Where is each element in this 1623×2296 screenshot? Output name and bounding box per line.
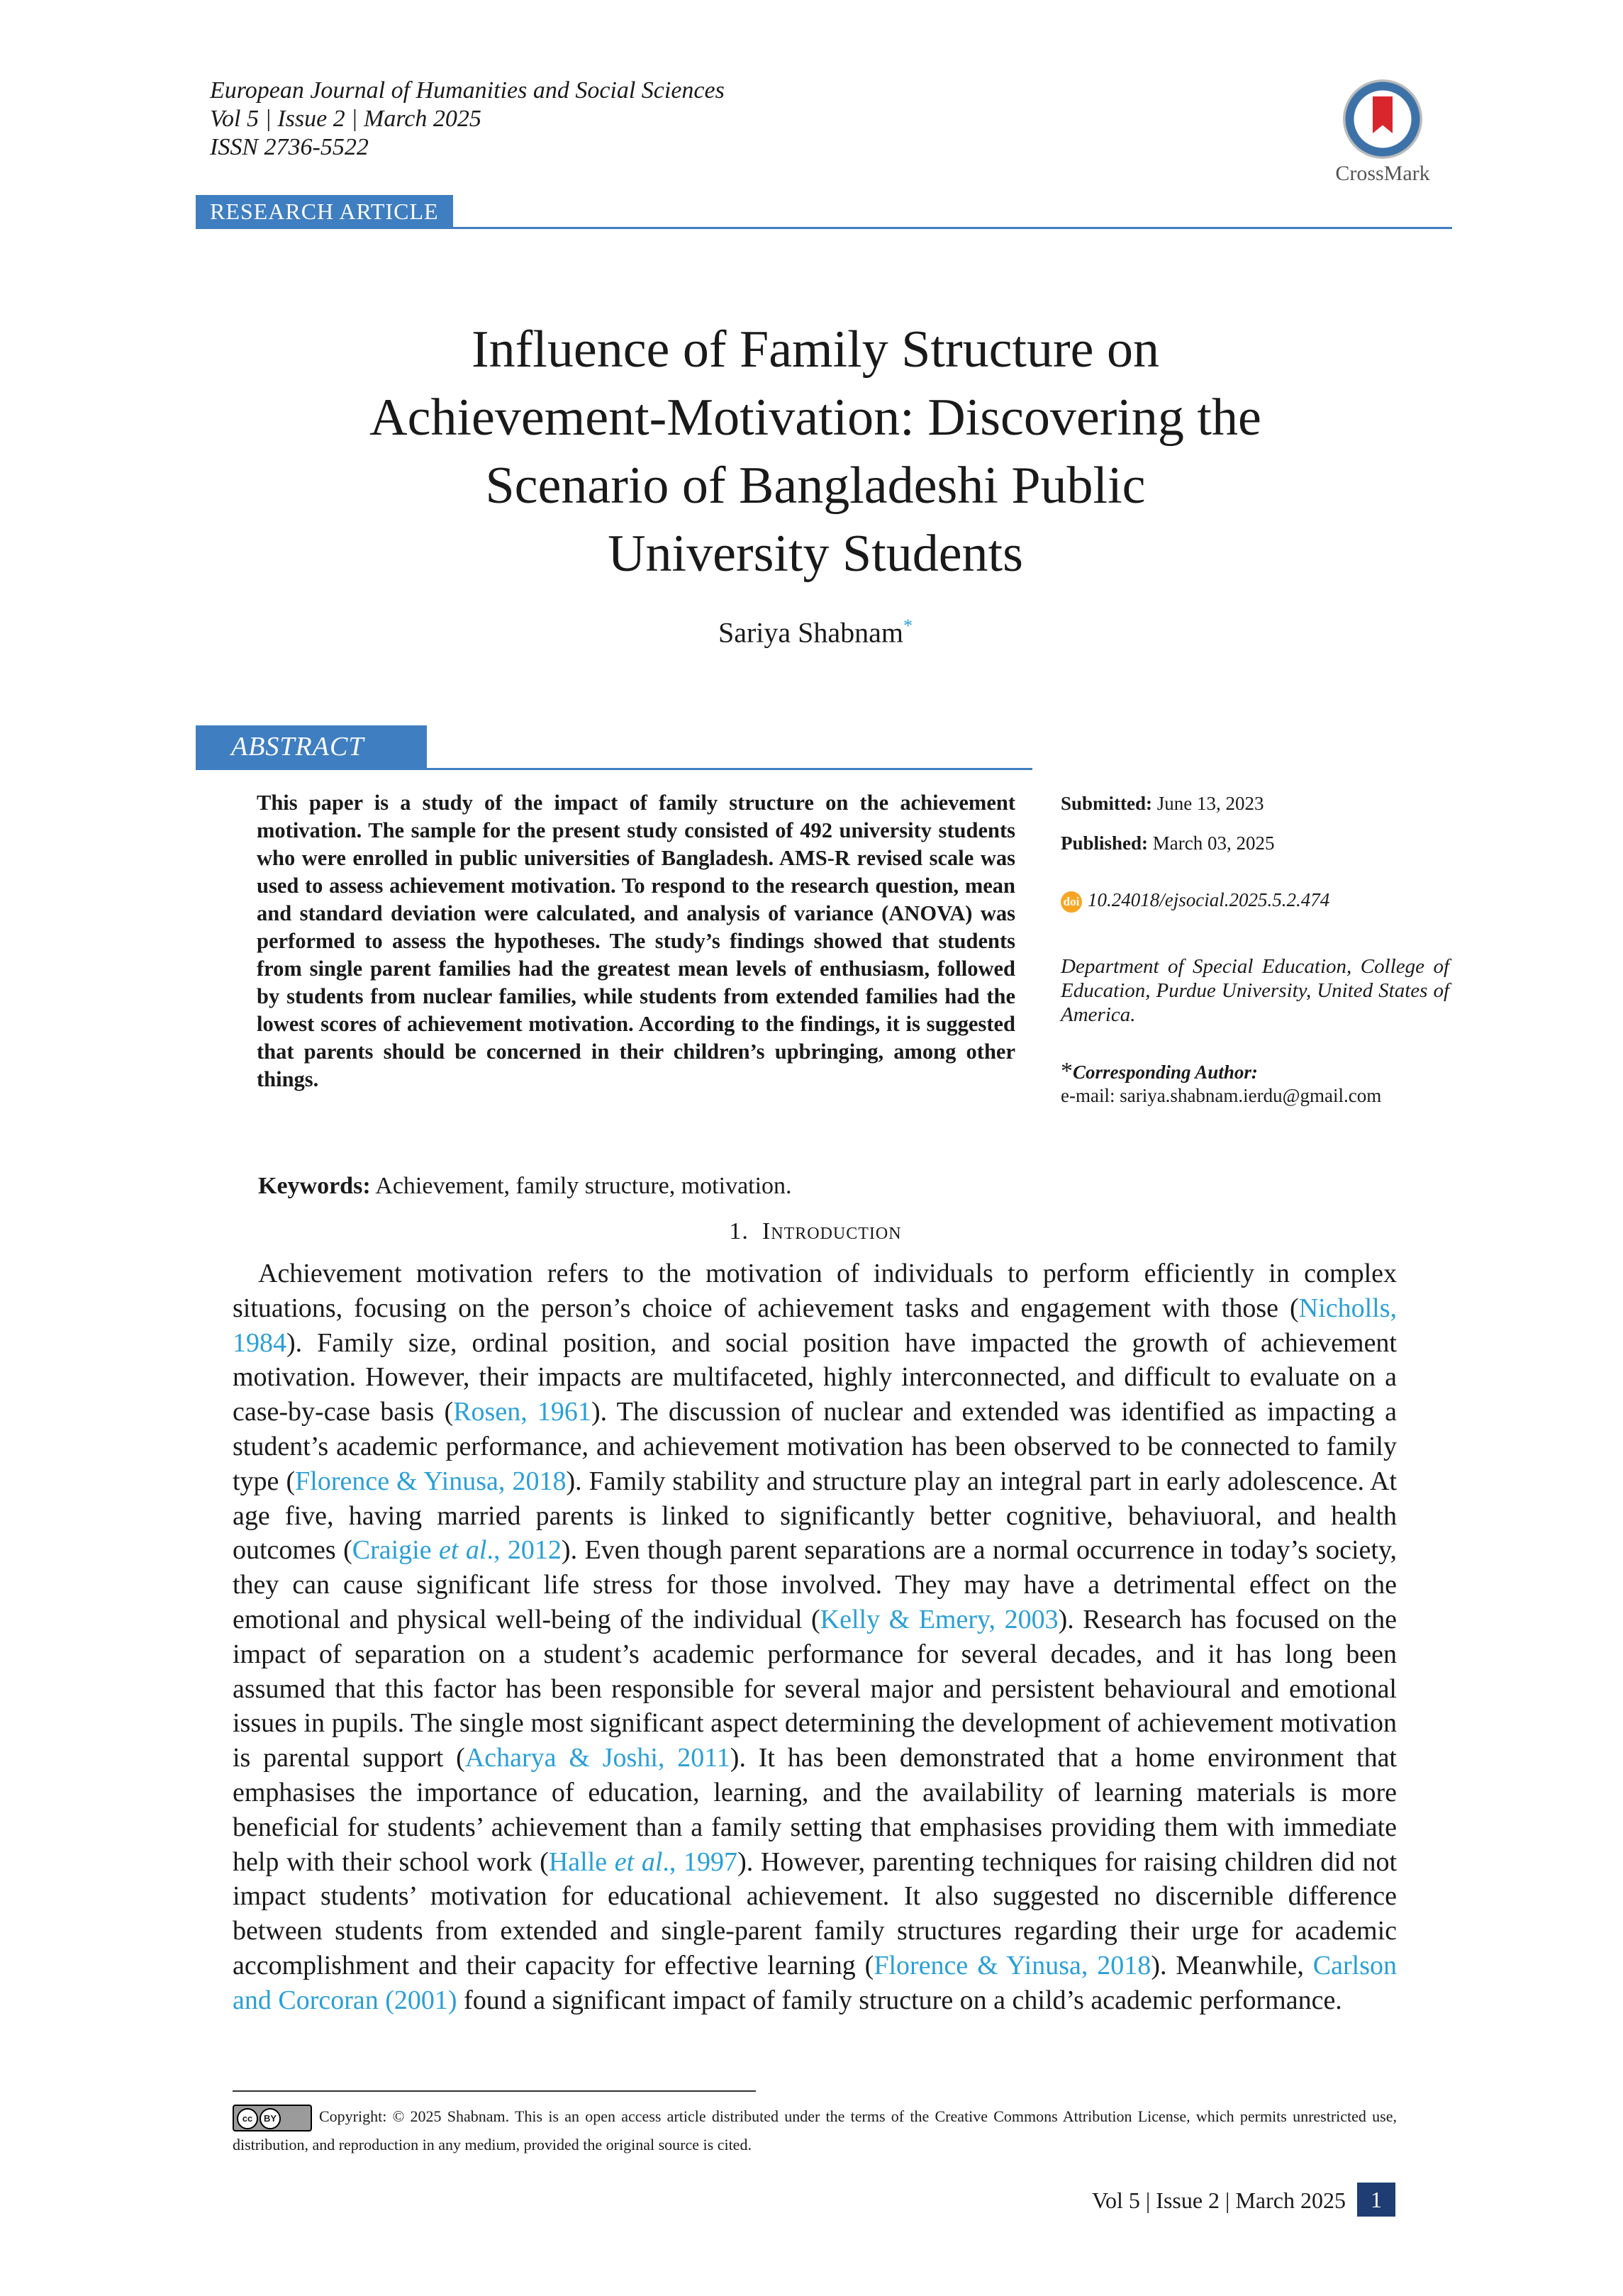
abstract-text: This paper is a study of the impact of family structure on the achievement motivation. The sample for the present study consisted of 492 university students who were enrolled in public universities of Bangladesh. AMS-R revised scale was used to assess achievement motivation. To respond to the research question, mean and standard deviation were calculated, and analysis of variance (ANOVA) was performed to assess the hypotheses. The study’s findings showed that students from single parent families had the greatest mean levels of enthusiasm, followed by students from nuclear families, while students from extended families had the lowest scores of achievement motivation. According to the findings, it is suggested that parents should be concerned in their children’s upbringing, among other things. [257, 791, 1015, 1091]
introduction-paragraph [233, 1256, 1397, 2018]
title-line: Scenario of Bangladeshi Public [485, 457, 1146, 515]
citation-link[interactable]: Florence & Yinusa, 2018 [874, 1950, 1151, 1980]
title-line: University Students [608, 525, 1023, 583]
corresponding-label: Corresponding Author: [1073, 1061, 1258, 1083]
body-text: ). Meanwhile, [1151, 1950, 1313, 1980]
article-type-badge: RESEARCH ARTICLE [196, 195, 453, 228]
title-line: Achievement-Motivation: Discovering the [369, 389, 1261, 447]
doi-row[interactable] [1061, 889, 1329, 913]
body-text: ). It has been demonstrated that a home environment that emphasises the importance of education, learning, and the availability of learning materials is more beneficial for students’ achievement than a family setting that emphasises providing them with immediate help with their school work ( [233, 1743, 1397, 1877]
body-text: ). Family size, ordinal position, and social position have impacted the growth of achievement motivation. However, their impacts are multifaceted, highly interconnected, and difficult to evaluate on a case-by-case basis ( [233, 1327, 1397, 1427]
article-meta [1061, 0, 1458, 1205]
abstract-divider [196, 768, 1032, 770]
citation-link[interactable]: Kelly & Emery, 2003 [820, 1604, 1059, 1634]
citation-link[interactable]: Acharya & Joshi, 2011 [464, 1743, 730, 1773]
submitted-row [1061, 793, 1264, 815]
citation-link[interactable]: Craigie et al., 2012 [352, 1535, 562, 1566]
body-text: Achievement motivation refers to the motivation of individuals to perform efficiently in complex situations, focusing on the person’s choice of achievement tasks and engagement with those ( [233, 1259, 1397, 1323]
journal-issn: ISSN 2736-5522 [210, 134, 369, 160]
submitted-date: June 13, 2023 [1156, 793, 1264, 814]
citation-link[interactable]: Carlson and Corcoran (2001) [233, 1950, 1397, 2015]
keywords-text: Achievement, family structure, motivation. [375, 1173, 792, 1199]
author-marker[interactable]: * [903, 615, 913, 636]
citation-link[interactable]: Nicholls, 1984 [233, 1293, 1397, 1358]
affiliation: Department of Special Education, College of Education, Purdue University, United States of America. [1061, 955, 1449, 1026]
keywords [258, 1173, 792, 1200]
published-date: March 03, 2025 [1152, 832, 1275, 854]
doi-link[interactable]: 10.24018/ejsocial.2025.5.2.474 [1088, 889, 1330, 910]
citation-link[interactable]: Florence & Yinusa, 2018 [295, 1466, 567, 1496]
section-heading [213, 1218, 1418, 1245]
section-number: 1. [729, 1218, 749, 1244]
journal-header [210, 77, 725, 162]
copyright-footnote [233, 2103, 1397, 2158]
corresponding-marker: * [1061, 1058, 1073, 1084]
page-number: 1 [1357, 2183, 1395, 2217]
body-text: ). Even though parent separations are a normal occurrence in today’s society, they can cause significant life stress for those involved. They may have a detrimental effect on the emotional and physical well-being of the individual ( [233, 1535, 1398, 1634]
corresponding-author [1061, 1059, 1458, 1108]
body-text: ). Research has focused on the impact of separation on a student’s academic performance for several decades, and it has long been assumed that this factor has been responsible for several major and persistent behavioural and emotional issues in pupils. The single most significant aspect determining the development of achievement motivation is parental support ( [233, 1604, 1397, 1773]
abstract-heading: ABSTRACT [196, 725, 427, 768]
published-label: Published: [1061, 832, 1149, 854]
body-text: ). However, parenting techniques for raising children did not impact students’ motivation for educational achievement. It also suggested no discernible difference between students from extended and single-parent family structures regarding their urge for academic accomplishment and their capacity for effective learning ( [233, 1846, 1397, 1980]
body-text: ). The discussion of nuclear and extended was identified as impacting a student’s academic performance, and achievement motivation has been observed to be connected to family type ( [233, 1397, 1398, 1496]
footer-volume: Vol 5 | Issue 2 | March 2025 [1092, 2188, 1346, 2213]
journal-volume: Vol 5 | Issue 2 | March 2025 [210, 106, 481, 132]
body-text: found a significant impact of family structure on a child’s academic performance. [457, 1985, 1342, 2015]
body-text: ). Family stability and structure play an integral part in early adolescence. At age five, having married parents is linked to significantly better cognitive, behaviuoral, and health outcomes ( [233, 1466, 1398, 1566]
section-title: Introduction [762, 1218, 902, 1244]
citation-link[interactable]: Halle et al., 1997 [548, 1846, 738, 1877]
citation-link[interactable]: Rosen, 1961 [453, 1397, 591, 1427]
crossmark-label: CrossMark [1335, 162, 1430, 185]
title-line: Influence of Family Structure on [472, 321, 1159, 379]
copyright-text: Copyright: © 2025 Shabnam. This is an open access article distributed under the terms of the Creative Commons Attribution License, which permits unrestricted use, distribution, and reproduction in any medium, provided the original source is cited. [233, 2107, 1397, 2153]
published-row [1061, 832, 1275, 854]
author-name: Sariya Shabnam [718, 616, 904, 649]
footnote-divider [233, 2090, 756, 2092]
corresponding-email[interactable]: e-mail: sariya.shabnam.ierdu@gmail.com [1061, 1085, 1382, 1106]
journal-name: European Journal of Humanities and Social Sciences [210, 77, 725, 104]
keywords-label: Keywords: [258, 1173, 371, 1199]
submitted-label: Submitted: [1061, 793, 1153, 814]
doi-icon: doi [1061, 891, 1082, 913]
cc-by-icon[interactable]: cc BY [233, 2105, 312, 2131]
